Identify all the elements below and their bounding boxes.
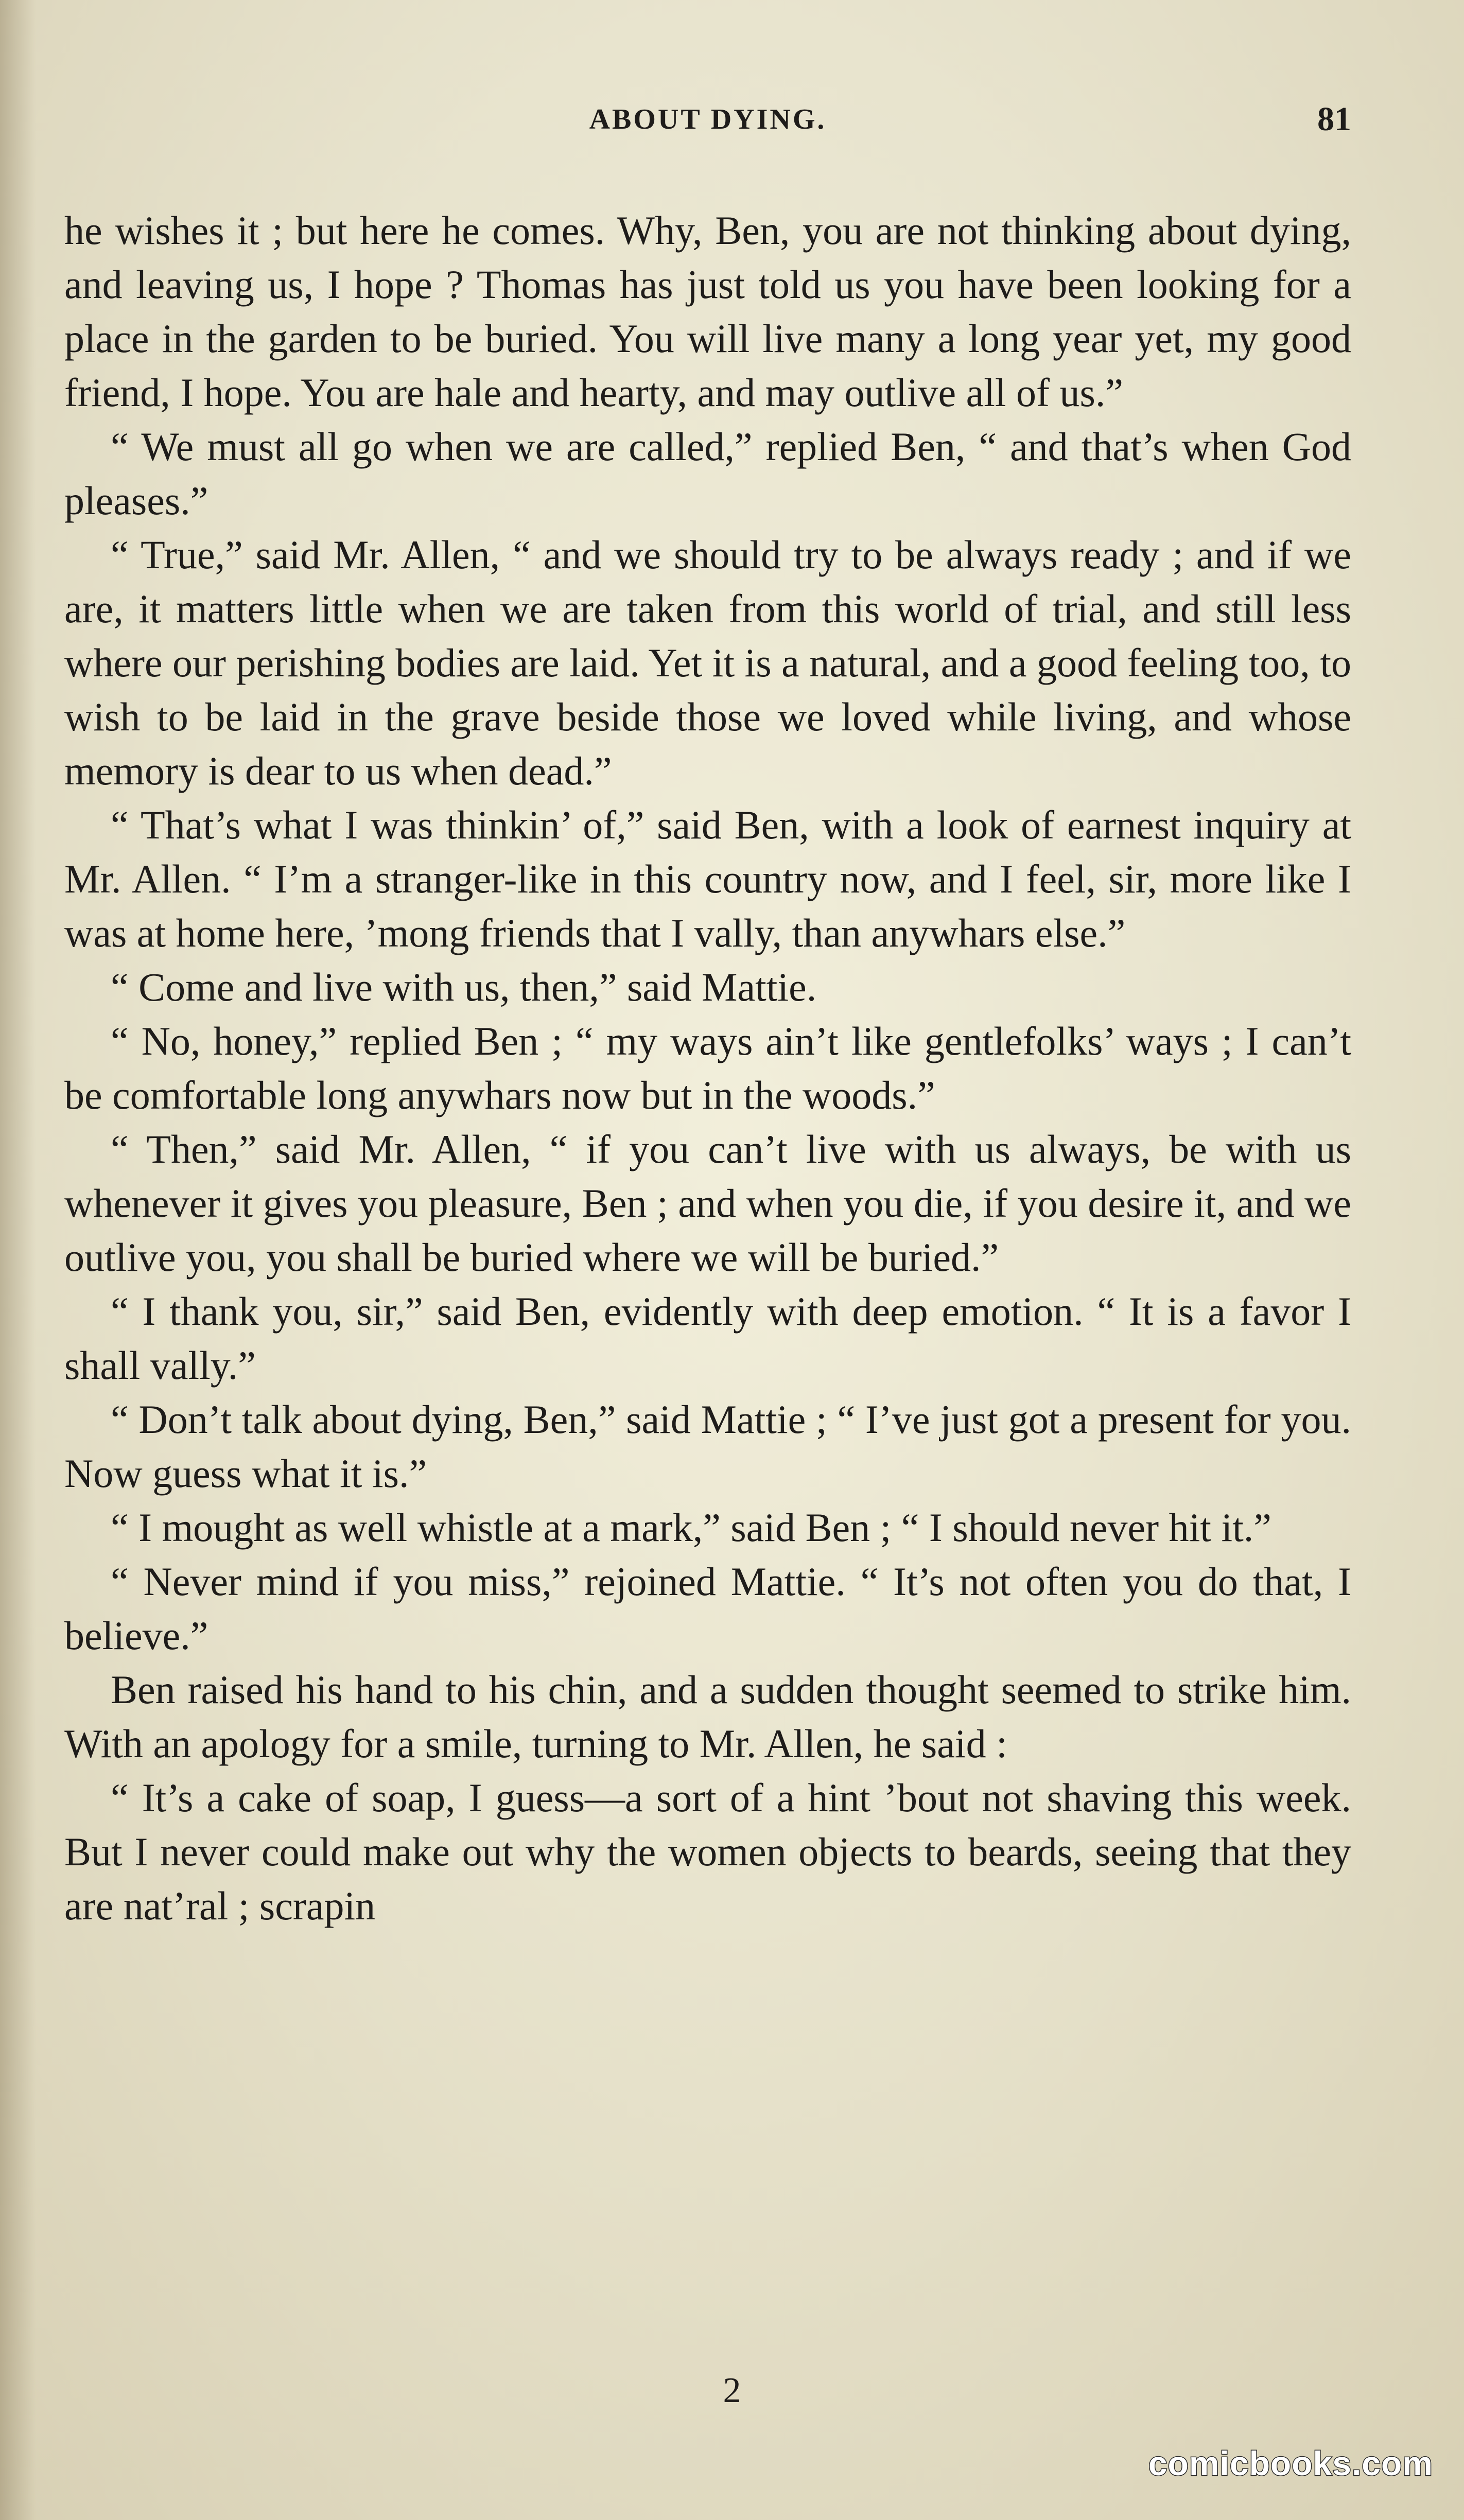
- paragraph: “ I thank you, sir,” said Ben, evidently with deep emotion. “ It is a favor I shall vally.”: [64, 1289, 1351, 1388]
- page-number: 81: [1317, 100, 1351, 138]
- paragraph: he wishes it ; but here he comes. Why, Ben, you are not thinking about dying, and leaving us, I hope ? Thomas has just told us you have been looking for a place in the garden to be buried. You will live many a long year yet, my good friend, I hope. You are hale and hearty, and may outlive all of us.”: [64, 208, 1351, 415]
- paragraph: “ It’s a cake of soap, I guess—a sort of a hint ’bout not shaving this week. But I never could make out why the women objects to beards, seeing that they are nat’ral ; scrapin: [64, 1775, 1351, 1928]
- running-head: ABOUT DYING.: [589, 103, 827, 135]
- paragraph: “ No, honey,” replied Ben ; “ my ways ain’t like gentlefolks’ ways ; I can’t be comfortable long anywhars now but in the woods.”: [64, 1019, 1351, 1117]
- paragraph: “ That’s what I was thinkin’ of,” said Ben, with a look of earnest inquiry at Mr. Allen. “ I’m a stranger-like in this country now, and I feel, sir, more like I was at home here, ’mong friends that I vally, than anywhars else.”: [64, 802, 1351, 955]
- site-watermark: comicbooks.com: [1148, 2444, 1433, 2482]
- signature-mark: 2: [723, 2371, 741, 2410]
- paragraph: “ Never mind if you miss,” rejoined Mattie. “ It’s not often you do that, I believe.”: [64, 1559, 1351, 1658]
- paragraph: “ Don’t talk about dying, Ben,” said Mattie ; “ I’ve just got a present for you. Now guess what it is.”: [64, 1397, 1351, 1496]
- spine-shadow: [0, 0, 36, 2520]
- paragraph: “ Then,” said Mr. Allen, “ if you can’t live with us always, be with us whenever it gives you pleasure, Ben ; and when you die, if you desire it, and we outlive you, you shall be buried where we will be buried.”: [64, 1127, 1351, 1280]
- body-text: [64, 203, 1351, 1933]
- paragraph: “ We must all go when we are called,” replied Ben, “ and that’s when God pleases.”: [64, 424, 1351, 523]
- paragraph: “ I mought as well whistle at a mark,” said Ben ; “ I should never hit it.”: [111, 1505, 1271, 1550]
- paragraph: Ben raised his hand to his chin, and a sudden thought seemed to strike him. With an apology for a smile, turning to Mr. Allen, he said :: [64, 1667, 1351, 1766]
- page-header: [64, 100, 1351, 139]
- paragraph: “ True,” said Mr. Allen, “ and we should try to be always ready ; and if we are, it matters little when we are taken from this world of trial, and still less where our perishing bodies are laid. Yet it is a natural, and a good feeling too, to wish to be laid in the grave beside those we loved while living, and whose memory is dear to us when dead.”: [64, 532, 1351, 793]
- paragraph: “ Come and live with us, then,” said Mattie.: [111, 965, 817, 1009]
